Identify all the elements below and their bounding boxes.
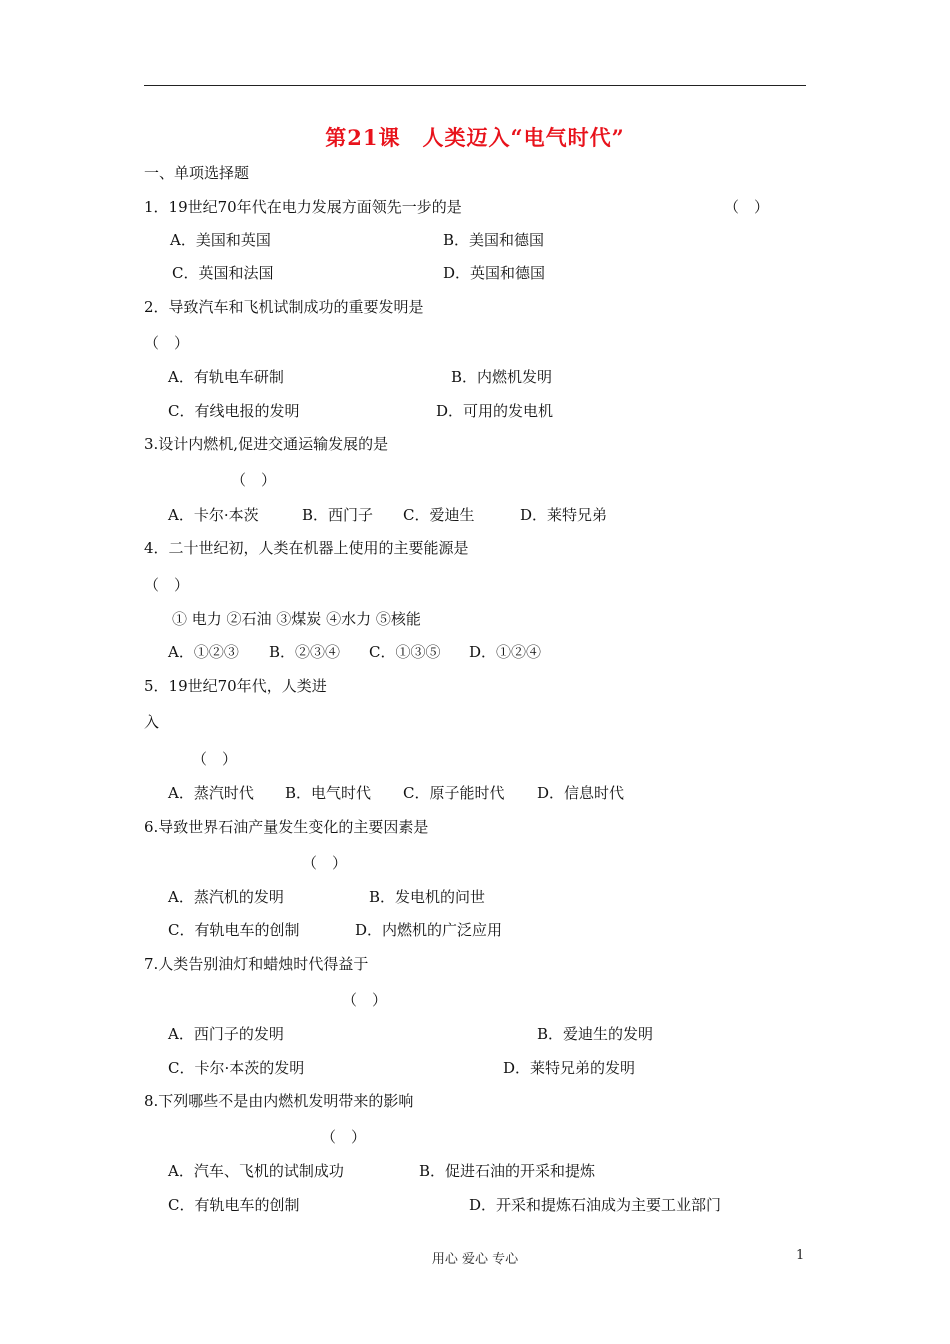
q1-option-c: C．英国和法国 bbox=[172, 264, 274, 282]
q7-option-d: D．莱特兄弟的发明 bbox=[503, 1059, 636, 1077]
q1-option-b: B．美国和德国 bbox=[443, 231, 545, 249]
q4-option-d: D．①②④ bbox=[469, 643, 542, 661]
question-7-stem: 7.人类告别油灯和蜡烛时代得益于 bbox=[144, 955, 369, 973]
q1-option-d: D．英国和德国 bbox=[443, 264, 546, 282]
page-number: 1 bbox=[796, 1248, 805, 1263]
q8-option-c: C．有轨电车的创制 bbox=[168, 1196, 300, 1214]
question-2-stem: 2．导致汽车和飞机试制成功的重要发明是 bbox=[144, 298, 424, 316]
q6-option-c: C．有轨电车的创制 bbox=[168, 921, 300, 939]
q5-option-c: C．原子能时代 bbox=[403, 784, 505, 802]
question-4-bracket: （ ） bbox=[144, 576, 190, 594]
question-3-bracket: （ ） bbox=[231, 471, 277, 489]
question-4-stem: 4．二十世纪初，人类在机器上使用的主要能源是 bbox=[144, 539, 469, 557]
section-heading: 一、单项选择题 bbox=[144, 164, 250, 182]
q7-option-c: C．卡尔·本茨的发明 bbox=[168, 1059, 305, 1077]
q6-option-a: A．蒸汽机的发明 bbox=[168, 888, 284, 906]
question-1-bracket: （ ） bbox=[724, 198, 770, 216]
q5-option-d: D．信息时代 bbox=[537, 784, 625, 802]
q4-option-c: C．①③⑤ bbox=[369, 643, 441, 661]
q5-option-b: B．电气时代 bbox=[285, 784, 372, 802]
q3-option-b: B．西门子 bbox=[302, 506, 374, 524]
question-1-stem: 1．19世纪70年代在电力发展方面领先一步的是 bbox=[144, 198, 462, 216]
page-footer: 用心 爱心 专心 bbox=[431, 1252, 519, 1267]
q7-option-b: B．爱迪生的发明 bbox=[537, 1025, 654, 1043]
q2-option-d: D．可用的发电机 bbox=[436, 402, 554, 420]
q4-energy-list: ① 电力 ②石油 ③煤炭 ④水力 ⑤核能 bbox=[172, 610, 421, 628]
q3-option-d: D．莱特兄弟 bbox=[520, 506, 608, 524]
question-8-bracket: （ ） bbox=[321, 1128, 367, 1146]
q4-option-a: A．①②③ bbox=[168, 643, 239, 661]
question-8-stem: 8.下列哪些不是由内燃机发明带来的影响 bbox=[144, 1092, 414, 1110]
q2-option-a: A．有轨电车研制 bbox=[168, 368, 284, 386]
q7-option-a: A．西门子的发明 bbox=[168, 1025, 284, 1043]
q3-option-c: C．爱迪生 bbox=[403, 506, 475, 524]
q2-option-c: C．有线电报的发明 bbox=[168, 402, 300, 420]
q8-option-a: A．汽车、飞机的试制成功 bbox=[168, 1162, 344, 1180]
question-7-bracket: （ ） bbox=[342, 991, 388, 1009]
q8-option-b: B．促进石油的开采和提炼 bbox=[419, 1162, 596, 1180]
q4-option-b: B．②③④ bbox=[269, 643, 341, 661]
q5-option-a: A．蒸汽时代 bbox=[168, 784, 254, 802]
question-5-stem-continued: 入 bbox=[144, 713, 160, 731]
question-6-bracket: （ ） bbox=[302, 854, 348, 872]
header-rule bbox=[144, 85, 806, 86]
q3-option-a: A．卡尔·本茨 bbox=[168, 506, 259, 524]
question-5-stem: 5．19世纪70年代，人类进 bbox=[144, 677, 327, 695]
q6-option-b: B．发电机的问世 bbox=[369, 888, 486, 906]
question-6-stem: 6.导致世界石油产量发生变化的主要因素是 bbox=[144, 818, 429, 836]
q2-option-b: B．内燃机发明 bbox=[451, 368, 553, 386]
page-title: 第21课 人类迈入“电气时代” bbox=[325, 125, 625, 150]
question-5-bracket: （ ） bbox=[192, 750, 238, 768]
q1-option-a: A．美国和英国 bbox=[170, 231, 271, 249]
q8-option-d: D．开采和提炼石油成为主要工业部门 bbox=[469, 1196, 722, 1214]
q6-option-d: D．内燃机的广泛应用 bbox=[355, 921, 503, 939]
question-2-bracket: （ ） bbox=[144, 334, 190, 352]
question-3-stem: 3.设计内燃机,促进交通运输发展的是 bbox=[144, 435, 389, 453]
